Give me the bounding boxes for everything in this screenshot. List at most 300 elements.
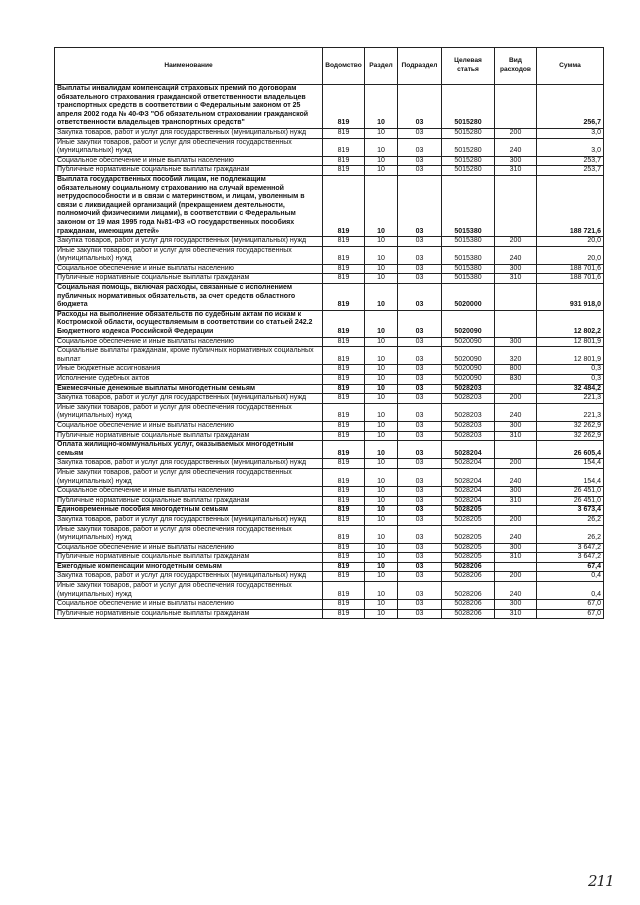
cell-ved: 819 <box>323 609 365 619</box>
cell-expense-type: 310 <box>495 274 537 284</box>
cell-sum: 26 605,4 <box>537 441 604 459</box>
cell-razdel: 10 <box>365 506 398 516</box>
cell-sum: 0,4 <box>537 582 604 600</box>
cell-sum: 12 801,9 <box>537 347 604 365</box>
cell-sum: 0,3 <box>537 365 604 375</box>
cell-expense-type <box>495 562 537 572</box>
cell-razdel: 10 <box>365 284 398 311</box>
cell-sum: 3,0 <box>537 138 604 156</box>
cell-sum: 32 484,2 <box>537 384 604 394</box>
cell-target-article: 5015380 <box>442 274 495 284</box>
cell-sum: 188 721,6 <box>537 175 604 236</box>
cell-target-article: 5028206 <box>442 582 495 600</box>
cell-expense-type: 300 <box>495 487 537 497</box>
cell-ved: 819 <box>323 543 365 553</box>
table-row <box>55 384 604 394</box>
cell-sum: 3,0 <box>537 128 604 138</box>
table-row <box>55 431 604 441</box>
col-header-sum: Сумма <box>537 48 604 85</box>
cell-target-article: 5015280 <box>442 156 495 166</box>
table-row <box>55 310 604 337</box>
cell-razdel: 10 <box>365 166 398 176</box>
cell-name: Закупка товаров, работ и услуг для государственных (муниципальных) нужд <box>55 515 323 525</box>
cell-name: Иные закупки товаров, работ и услуг для обеспечения государственных (муниципальных) нужд <box>55 525 323 543</box>
table-row <box>55 337 604 347</box>
cell-razdel: 10 <box>365 421 398 431</box>
col-header-name: Наименование <box>55 48 323 85</box>
cell-expense-type <box>495 85 537 129</box>
cell-razdel: 10 <box>365 553 398 563</box>
cell-ved: 819 <box>323 421 365 431</box>
table-row <box>55 274 604 284</box>
cell-razdel: 10 <box>365 365 398 375</box>
cell-sum: 32 262,9 <box>537 431 604 441</box>
cell-expense-type: 240 <box>495 468 537 486</box>
table-row <box>55 138 604 156</box>
cell-name: Иные бюджетные ассигнования <box>55 365 323 375</box>
cell-name: Ежемесячные денежные выплаты многодетным семьям <box>55 384 323 394</box>
cell-podrazdel: 03 <box>398 384 442 394</box>
cell-ved: 819 <box>323 85 365 129</box>
cell-sum: 26 451,0 <box>537 487 604 497</box>
table-row <box>55 496 604 506</box>
cell-target-article: 5028203 <box>442 431 495 441</box>
cell-podrazdel: 03 <box>398 264 442 274</box>
cell-target-article: 5028205 <box>442 525 495 543</box>
cell-target-article: 5028204 <box>442 468 495 486</box>
cell-expense-type <box>495 506 537 516</box>
cell-razdel: 10 <box>365 572 398 582</box>
cell-podrazdel: 03 <box>398 487 442 497</box>
cell-target-article: 5028205 <box>442 515 495 525</box>
cell-ved: 819 <box>323 562 365 572</box>
cell-sum: 26,2 <box>537 525 604 543</box>
col-header-ved: Водомство <box>323 48 365 85</box>
cell-podrazdel: 03 <box>398 582 442 600</box>
cell-podrazdel: 03 <box>398 347 442 365</box>
table-row <box>55 365 604 375</box>
cell-target-article: 5028205 <box>442 506 495 516</box>
cell-target-article: 5028205 <box>442 543 495 553</box>
cell-podrazdel: 03 <box>398 138 442 156</box>
cell-razdel: 10 <box>365 264 398 274</box>
cell-target-article: 5028203 <box>442 384 495 394</box>
cell-expense-type <box>495 284 537 311</box>
cell-target-article: 5015380 <box>442 264 495 274</box>
cell-expense-type: 240 <box>495 246 537 264</box>
cell-ved: 819 <box>323 496 365 506</box>
cell-name: Закупка товаров, работ и услуг для государственных (муниципальных) нужд <box>55 128 323 138</box>
table-row <box>55 441 604 459</box>
cell-expense-type: 320 <box>495 347 537 365</box>
cell-ved: 819 <box>323 403 365 421</box>
cell-expense-type: 300 <box>495 156 537 166</box>
cell-sum: 20,0 <box>537 237 604 247</box>
cell-expense-type <box>495 441 537 459</box>
cell-expense-type: 200 <box>495 128 537 138</box>
cell-ved: 819 <box>323 128 365 138</box>
cell-name: Выплата государственных пособий лицам, не подлежащим обязательному социальному страхованию на случай временной нетрудоспособности и в связи с материнством, и лицам, уволенным в связи с ликвидацией организаций (прекращением деятельности, полномочий физическими лицами), в соответствии с Федеральным законом от 19 мая 1995 года №81-ФЗ «О государственных пособиях гражданам, имеющим детей» <box>55 175 323 236</box>
cell-razdel: 10 <box>365 441 398 459</box>
cell-expense-type: 300 <box>495 600 537 610</box>
cell-razdel: 10 <box>365 431 398 441</box>
cell-podrazdel: 03 <box>398 365 442 375</box>
cell-ved: 819 <box>323 310 365 337</box>
cell-name: Социальное обеспечение и иные выплаты населению <box>55 421 323 431</box>
cell-target-article: 5020090 <box>442 310 495 337</box>
cell-target-article: 5015280 <box>442 128 495 138</box>
cell-name: Социальное обеспечение и иные выплаты населению <box>55 264 323 274</box>
cell-podrazdel: 03 <box>398 246 442 264</box>
cell-razdel: 10 <box>365 459 398 469</box>
cell-podrazdel: 03 <box>398 337 442 347</box>
table-row <box>55 487 604 497</box>
cell-name: Оплата жилищно-коммунальных услуг, оказываемых многодетным семьям <box>55 441 323 459</box>
cell-sum: 3 647,2 <box>537 543 604 553</box>
cell-sum: 20,0 <box>537 246 604 264</box>
cell-podrazdel: 03 <box>398 421 442 431</box>
cell-name: Закупка товаров, работ и услуг для государственных (муниципальных) нужд <box>55 459 323 469</box>
table-row <box>55 506 604 516</box>
cell-sum: 253,7 <box>537 156 604 166</box>
cell-expense-type: 200 <box>495 459 537 469</box>
cell-ved: 819 <box>323 337 365 347</box>
cell-sum: 188 701,6 <box>537 264 604 274</box>
cell-target-article: 5028203 <box>442 403 495 421</box>
cell-razdel: 10 <box>365 175 398 236</box>
cell-target-article: 5015380 <box>442 237 495 247</box>
cell-razdel: 10 <box>365 128 398 138</box>
cell-razdel: 10 <box>365 487 398 497</box>
cell-expense-type: 300 <box>495 264 537 274</box>
cell-name: Иные закупки товаров, работ и услуг для обеспечения государственных (муниципальных) нужд <box>55 468 323 486</box>
cell-target-article: 5028204 <box>442 487 495 497</box>
cell-podrazdel: 03 <box>398 525 442 543</box>
table-row <box>55 515 604 525</box>
table-row <box>55 175 604 236</box>
cell-razdel: 10 <box>365 375 398 385</box>
cell-name: Публичные нормативные социальные выплаты гражданам <box>55 553 323 563</box>
cell-razdel: 10 <box>365 582 398 600</box>
cell-sum: 0,3 <box>537 375 604 385</box>
cell-expense-type: 300 <box>495 421 537 431</box>
cell-ved: 819 <box>323 515 365 525</box>
cell-razdel: 10 <box>365 246 398 264</box>
cell-podrazdel: 03 <box>398 562 442 572</box>
cell-ved: 819 <box>323 582 365 600</box>
cell-name: Публичные нормативные социальные выплаты гражданам <box>55 609 323 619</box>
cell-expense-type: 200 <box>495 394 537 404</box>
cell-target-article: 5028204 <box>442 441 495 459</box>
cell-expense-type: 300 <box>495 543 537 553</box>
cell-razdel: 10 <box>365 347 398 365</box>
table-row <box>55 128 604 138</box>
table-row <box>55 375 604 385</box>
cell-sum: 12 801,9 <box>537 337 604 347</box>
cell-sum: 931 918,0 <box>537 284 604 311</box>
cell-razdel: 10 <box>365 403 398 421</box>
cell-target-article: 5020090 <box>442 375 495 385</box>
cell-sum: 12 802,2 <box>537 310 604 337</box>
cell-razdel: 10 <box>365 85 398 129</box>
cell-name: Социальное обеспечение и иные выплаты населению <box>55 600 323 610</box>
cell-expense-type: 200 <box>495 572 537 582</box>
cell-podrazdel: 03 <box>398 506 442 516</box>
cell-podrazdel: 03 <box>398 85 442 129</box>
cell-ved: 819 <box>323 347 365 365</box>
cell-target-article: 5020000 <box>442 284 495 311</box>
budget-table <box>54 47 604 619</box>
cell-podrazdel: 03 <box>398 128 442 138</box>
cell-razdel: 10 <box>365 543 398 553</box>
cell-razdel: 10 <box>365 138 398 156</box>
cell-target-article: 5015280 <box>442 85 495 129</box>
table-row <box>55 459 604 469</box>
cell-name: Социальное обеспечение и иные выплаты населению <box>55 337 323 347</box>
cell-razdel: 10 <box>365 337 398 347</box>
cell-ved: 819 <box>323 441 365 459</box>
cell-podrazdel: 03 <box>398 515 442 525</box>
cell-target-article: 5028204 <box>442 496 495 506</box>
cell-name: Публичные нормативные социальные выплаты гражданам <box>55 431 323 441</box>
cell-sum: 32 262,9 <box>537 421 604 431</box>
cell-ved: 819 <box>323 274 365 284</box>
cell-sum: 0,4 <box>537 572 604 582</box>
cell-sum: 221,3 <box>537 403 604 421</box>
table-row <box>55 421 604 431</box>
cell-ved: 819 <box>323 553 365 563</box>
table-row <box>55 403 604 421</box>
cell-ved: 819 <box>323 138 365 156</box>
cell-razdel: 10 <box>365 609 398 619</box>
table-row <box>55 468 604 486</box>
table-row <box>55 609 604 619</box>
table-row <box>55 600 604 610</box>
cell-expense-type: 240 <box>495 582 537 600</box>
table-row <box>55 166 604 176</box>
cell-expense-type: 200 <box>495 515 537 525</box>
cell-target-article: 5028204 <box>442 459 495 469</box>
table-row <box>55 394 604 404</box>
table-row <box>55 156 604 166</box>
cell-sum: 67,0 <box>537 600 604 610</box>
cell-expense-type: 300 <box>495 337 537 347</box>
cell-ved: 819 <box>323 175 365 236</box>
cell-sum: 188 701,6 <box>537 274 604 284</box>
cell-expense-type: 800 <box>495 365 537 375</box>
cell-podrazdel: 03 <box>398 553 442 563</box>
cell-sum: 3 647,2 <box>537 553 604 563</box>
cell-ved: 819 <box>323 156 365 166</box>
cell-podrazdel: 03 <box>398 403 442 421</box>
col-header-expense-type: Вид расходов <box>495 48 537 85</box>
cell-target-article: 5028203 <box>442 421 495 431</box>
cell-razdel: 10 <box>365 496 398 506</box>
cell-name: Ежегодные компенсации многодетным семьям <box>55 562 323 572</box>
cell-ved: 819 <box>323 468 365 486</box>
cell-target-article: 5028205 <box>442 553 495 563</box>
cell-expense-type: 240 <box>495 403 537 421</box>
cell-razdel: 10 <box>365 468 398 486</box>
cell-podrazdel: 03 <box>398 468 442 486</box>
cell-name: Социальное обеспечение и иные выплаты населению <box>55 543 323 553</box>
cell-ved: 819 <box>323 237 365 247</box>
cell-target-article: 5015280 <box>442 166 495 176</box>
cell-sum: 26,2 <box>537 515 604 525</box>
cell-sum: 67,0 <box>537 609 604 619</box>
cell-target-article: 5028206 <box>442 609 495 619</box>
cell-ved: 819 <box>323 264 365 274</box>
cell-razdel: 10 <box>365 237 398 247</box>
cell-podrazdel: 03 <box>398 274 442 284</box>
table-row <box>55 582 604 600</box>
col-header-razdel: Раздел <box>365 48 398 85</box>
table-row <box>55 85 604 129</box>
cell-name: Публичные нормативные социальные выплаты гражданам <box>55 496 323 506</box>
cell-name: Иные закупки товаров, работ и услуг для обеспечения государственных (муниципальных) нужд <box>55 582 323 600</box>
cell-name: Социальное обеспечение и иные выплаты населению <box>55 156 323 166</box>
cell-name: Исполнение судебных актов <box>55 375 323 385</box>
table-row <box>55 525 604 543</box>
cell-podrazdel: 03 <box>398 609 442 619</box>
cell-podrazdel: 03 <box>398 156 442 166</box>
cell-ved: 819 <box>323 506 365 516</box>
cell-razdel: 10 <box>365 515 398 525</box>
cell-podrazdel: 03 <box>398 394 442 404</box>
cell-razdel: 10 <box>365 600 398 610</box>
cell-podrazdel: 03 <box>398 166 442 176</box>
table-row <box>55 284 604 311</box>
cell-name: Закупка товаров, работ и услуг для государственных (муниципальных) нужд <box>55 572 323 582</box>
cell-podrazdel: 03 <box>398 284 442 311</box>
budget-table-page <box>54 47 603 619</box>
cell-podrazdel: 03 <box>398 310 442 337</box>
table-row <box>55 553 604 563</box>
cell-ved: 819 <box>323 384 365 394</box>
cell-ved: 819 <box>323 284 365 311</box>
cell-expense-type: 310 <box>495 609 537 619</box>
cell-razdel: 10 <box>365 394 398 404</box>
cell-target-article: 5028206 <box>442 562 495 572</box>
cell-target-article: 5028206 <box>442 600 495 610</box>
table-row <box>55 237 604 247</box>
cell-ved: 819 <box>323 459 365 469</box>
cell-podrazdel: 03 <box>398 543 442 553</box>
cell-target-article: 5020090 <box>442 347 495 365</box>
cell-sum: 253,7 <box>537 166 604 176</box>
cell-name: Выплаты инвалидам компенсаций страховых премий по договорам обязательного страхования гражданской ответственности владельцев транспортных средств в соответствии с Федеральным законом от 25 апреля 2002 года № 40-ФЗ "Об обязательном страховании гражданской ответственности владельцев транспортных средств" <box>55 85 323 129</box>
cell-expense-type <box>495 310 537 337</box>
cell-expense-type: 310 <box>495 166 537 176</box>
cell-razdel: 10 <box>365 274 398 284</box>
cell-podrazdel: 03 <box>398 600 442 610</box>
col-header-target-article: Целевая статья <box>442 48 495 85</box>
cell-name: Социальная помощь, включая расходы, связанные с исполнением публичных нормативных обязательств, за счет средств областного бюджета <box>55 284 323 311</box>
cell-sum: 3 673,4 <box>537 506 604 516</box>
cell-expense-type <box>495 384 537 394</box>
cell-sum: 154,4 <box>537 468 604 486</box>
cell-target-article: 5015380 <box>442 175 495 236</box>
cell-name: Иные закупки товаров, работ и услуг для обеспечения государственных (муниципальных) нужд <box>55 138 323 156</box>
cell-target-article: 5015280 <box>442 138 495 156</box>
cell-expense-type: 200 <box>495 237 537 247</box>
cell-podrazdel: 03 <box>398 572 442 582</box>
cell-name: Иные закупки товаров, работ и услуг для обеспечения государственных (муниципальных) нужд <box>55 246 323 264</box>
cell-expense-type: 830 <box>495 375 537 385</box>
table-row <box>55 562 604 572</box>
cell-name: Публичные нормативные социальные выплаты гражданам <box>55 274 323 284</box>
cell-sum: 221,3 <box>537 394 604 404</box>
table-row <box>55 246 604 264</box>
cell-sum: 67,4 <box>537 562 604 572</box>
cell-ved: 819 <box>323 375 365 385</box>
cell-razdel: 10 <box>365 562 398 572</box>
cell-expense-type: 310 <box>495 496 537 506</box>
table-row <box>55 572 604 582</box>
cell-razdel: 10 <box>365 156 398 166</box>
cell-expense-type: 310 <box>495 553 537 563</box>
cell-ved: 819 <box>323 394 365 404</box>
handwritten-page-number: 211 <box>588 872 614 890</box>
cell-ved: 819 <box>323 365 365 375</box>
col-header-podrazdel: Подраздел <box>398 48 442 85</box>
cell-name: Закупка товаров, работ и услуг для государственных (муниципальных) нужд <box>55 237 323 247</box>
cell-ved: 819 <box>323 600 365 610</box>
cell-razdel: 10 <box>365 310 398 337</box>
cell-podrazdel: 03 <box>398 175 442 236</box>
table-row <box>55 264 604 274</box>
cell-sum: 256,7 <box>537 85 604 129</box>
cell-name: Расходы на выполнение обязательств по судебным актам по искам к Костромской области, осуществляемым в соответствии со статьей 242.2 Бюджетного кодекса Российской Федерации <box>55 310 323 337</box>
cell-podrazdel: 03 <box>398 441 442 459</box>
cell-sum: 154,4 <box>537 459 604 469</box>
cell-ved: 819 <box>323 431 365 441</box>
cell-ved: 819 <box>323 487 365 497</box>
cell-ved: 819 <box>323 525 365 543</box>
cell-name: Единовременные пособия многодетным семьям <box>55 506 323 516</box>
cell-sum: 26 451,0 <box>537 496 604 506</box>
table-header-row <box>55 48 604 85</box>
cell-podrazdel: 03 <box>398 431 442 441</box>
cell-name: Публичные нормативные социальные выплаты гражданам <box>55 166 323 176</box>
cell-expense-type: 310 <box>495 431 537 441</box>
cell-target-article: 5020090 <box>442 365 495 375</box>
cell-ved: 819 <box>323 166 365 176</box>
cell-name: Социальные выплаты гражданам, кроме публичных нормативных социальных выплат <box>55 347 323 365</box>
cell-ved: 819 <box>323 572 365 582</box>
cell-podrazdel: 03 <box>398 496 442 506</box>
cell-razdel: 10 <box>365 525 398 543</box>
cell-target-article: 5028203 <box>442 394 495 404</box>
cell-name: Социальное обеспечение и иные выплаты населению <box>55 487 323 497</box>
cell-ved: 819 <box>323 246 365 264</box>
cell-expense-type: 240 <box>495 525 537 543</box>
table-row <box>55 543 604 553</box>
table-row <box>55 347 604 365</box>
cell-podrazdel: 03 <box>398 459 442 469</box>
cell-expense-type: 240 <box>495 138 537 156</box>
cell-target-article: 5028206 <box>442 572 495 582</box>
cell-razdel: 10 <box>365 384 398 394</box>
cell-expense-type <box>495 175 537 236</box>
cell-podrazdel: 03 <box>398 237 442 247</box>
cell-target-article: 5015380 <box>442 246 495 264</box>
cell-name: Иные закупки товаров, работ и услуг для обеспечения государственных (муниципальных) нужд <box>55 403 323 421</box>
table-body <box>55 85 604 619</box>
cell-podrazdel: 03 <box>398 375 442 385</box>
cell-name: Закупка товаров, работ и услуг для государственных (муниципальных) нужд <box>55 394 323 404</box>
cell-target-article: 5020090 <box>442 337 495 347</box>
